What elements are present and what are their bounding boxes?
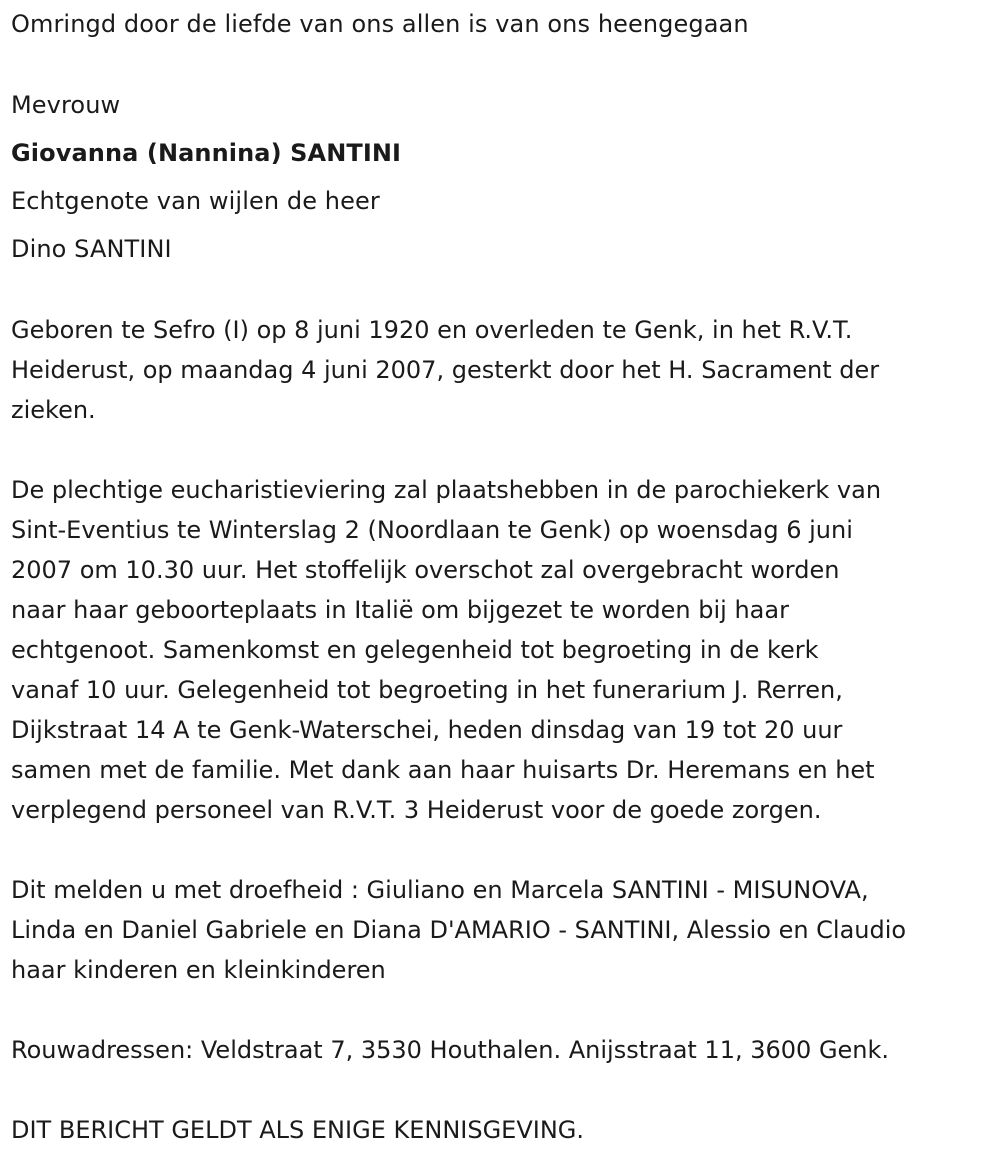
paragraph-line: Geboren te Sefro (I) op 8 juni 1920 en overleden te Genk, in het R.V.T. <box>11 316 853 344</box>
paragraph-line: echtgenoot. Samenkomst en gelegenheid tot begroeting in de kerk <box>11 636 819 664</box>
paragraph-line: Sint-Eventius te Winterslag 2 (Noordlaan te Genk) op woensdag 6 juni <box>11 516 853 544</box>
spouse-line-2: Dino SANTINI <box>11 235 172 263</box>
intro-text: Omringd door de liefde van ons allen is van ons heengegaan <box>11 10 749 38</box>
paragraph-line: 2007 om 10.30 uur. Het stoffelijk overschot zal overgebracht worden <box>11 556 840 584</box>
birth-death-paragraph <box>11 310 993 430</box>
paragraph-line: samen met de familie. Met dank aan haar huisarts Dr. Heremans en het <box>11 756 875 784</box>
paragraph-line: Dit melden u met droefheid : Giuliano en Marcela SANTINI - MISUNOVA, <box>11 876 869 904</box>
paragraph-line: zieken. <box>11 396 96 424</box>
paragraph-line: Heiderust, op maandag 4 juni 2007, gesterkt door het H. Sacrament der <box>11 356 880 384</box>
paragraph-line: Dijkstraat 14 A te Genk-Waterschei, heden dinsdag van 19 tot 20 uur <box>11 716 843 744</box>
salutation: Mevrouw <box>11 91 121 119</box>
closing-paragraph <box>11 1110 993 1150</box>
addresses-paragraph <box>11 1030 993 1070</box>
spouse-line-1: Echtgenote van wijlen de heer <box>11 187 380 215</box>
paragraph-line: haar kinderen en kleinkinderen <box>11 956 386 984</box>
paragraph-line: naar haar geboorteplaats in Italië om bijgezet te worden bij haar <box>11 596 789 624</box>
deceased-name: Giovanna (Nannina) SANTINI <box>11 139 402 167</box>
mourning-addresses: Rouwadressen: Veldstraat 7, 3530 Houthalen. Anijsstraat 11, 3600 Genk. <box>11 1036 890 1064</box>
paragraph-line: vanaf 10 uur. Gelegenheid tot begroeting in het funerarium J. Rerren, <box>11 676 843 704</box>
closing-statement: DIT BERICHT GELDT ALS ENIGE KENNISGEVING. <box>11 1116 585 1144</box>
paragraph-line: verplegend personeel van R.V.T. 3 Heiderust voor de goede zorgen. <box>11 796 822 824</box>
paragraph-line: De plechtige eucharistieviering zal plaatshebben in de parochiekerk van <box>11 476 882 504</box>
family-paragraph <box>11 870 993 990</box>
paragraph-line: Linda en Daniel Gabriele en Diana D'AMARIO - SANTINI, Alessio en Claudio <box>11 916 907 944</box>
ceremony-paragraph <box>11 470 993 830</box>
